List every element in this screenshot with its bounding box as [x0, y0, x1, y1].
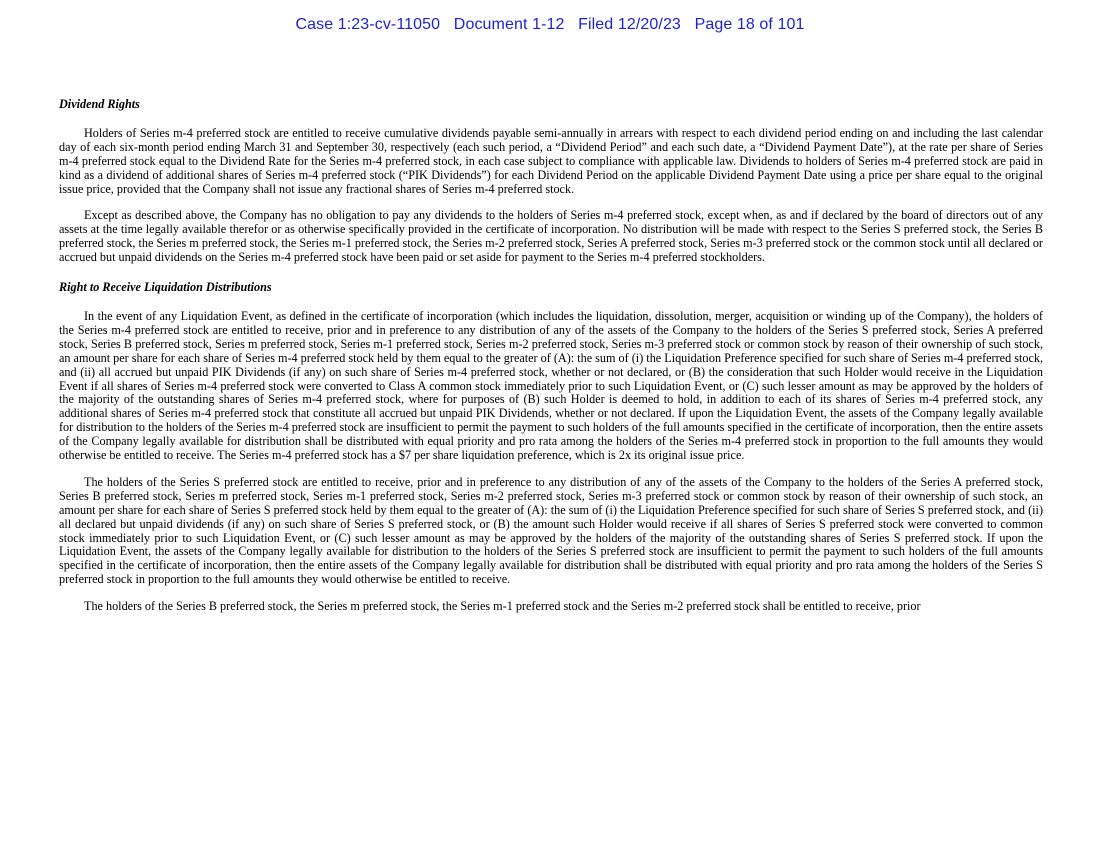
paragraph-liquidation-series-b-m: The holders of the Series B preferred stock, the Series m preferred stock, the Series m-1 preferred stock and the Series m-2 preferred stock shall be entitled to receive, prior: [84, 599, 921, 614]
paragraph-dividend-obligations: Except as described above, the Company has no obligation to pay any dividends to the holders of Series m-4 preferred stock, except when, as and if declared by the board of directors out of any assets at the time legally available therefor or as otherwise specifically provided in the certificate of incorporation. No distribution will be made with respect to the Series S preferred stock, the Series B preferred stock, the Series m preferred stock, the Series m-1 preferred stock, the Series m-2 preferred stock, Series A preferred stock, Series m-3 preferred stock or the common stock until all declared or accrued but unpaid dividends on the Series m-4 preferred stock have been paid or set aside for payment to the Series m-4 preferred stockholders.: [59, 208, 1043, 265]
case-filing-header: Case 1:23-cv-11050 Document 1-12 Filed 12/20/23 Page 18 of 101: [295, 16, 805, 33]
paragraph-liquidation-series-s: The holders of the Series S preferred stock are entitled to receive, prior and in preference to any distribution of any of the assets of the Company to the holders of the Series A preferred stock, Series B preferred stock, Series m preferred stock, Series m-1 preferred stock, Series m-2 preferred stock, Series m-3 preferred stock or common stock by reason of their ownership of such stock, an amount per share for each share of Series S preferred stock held by them equal to the greater of (A): the sum of (i) the Liquidation Preference specified for such share of Series S preferred stock, and (ii) all declared but unpaid dividends (if any) on such share of Series S preferred stock, or (B) the amount such Holder would receive if all shares of Series S preferred stock were converted to common stock immediately prior to such Liquidation Event, or (C) such lesser amount as may be approved by the holders of the majority of the outstanding shares of Series S preferred stock. If upon the Liquidation Event, the assets of the Company legally available for distribution to the holders of the Series S preferred stock are insufficient to permit the payment to such holders of the full amounts specified in the certificate of incorporation, then the entire assets of the Company legally available for distribution shall be distributed with equal priority and pro rata among the holders of the Series S preferred stock in proportion to the full amounts they would otherwise be entitled to receive.: [59, 474, 1043, 587]
section-heading-liquidation: Right to Receive Liquidation Distributions: [59, 280, 272, 295]
paragraph-dividend-terms: Holders of Series m-4 preferred stock are entitled to receive cumulative dividends payable semi-annually in arrears with respect to each dividend period ending on and including the last calendar day of each six-month period ending March 31 and September 30, respectively (each such period, a “Dividend Period” and each such date, a “Dividend Payment Date”), at the rate per share of Series m-4 preferred stock equal to the Dividend Rate for the Series m-4 preferred stock, in each case subject to compliance with applicable law. Dividends to holders of Series m-4 preferred stock are paid in kind as a dividend of additional shares of Series m-4 preferred stock (“PIK Dividends”) for each Dividend Period on the applicable Dividend Payment Date using a price per share equal to the original issue price, provided that the Company shall not issue any fractional shares of Series m-4 preferred stock.: [59, 125, 1043, 196]
section-heading-dividend-rights: Dividend Rights: [59, 97, 140, 111]
paragraph-liquidation-series-m4: In the event of any Liquidation Event, as defined in the certificate of incorporation (which includes the liquidation, dissolution, merger, acquisition or winding up of the Company), the holders of the Series m-4 preferred stock are entitled to receive, prior and in preference to any distribution of any of the assets of the Company to the holders of the Series S preferred stock, Series A preferred stock, Series B preferred stock, Series m preferred stock, Series m-1 preferred stock, Series m-2 preferred stock, Series m-3 preferred stock or common stock by reason of their ownership of such stock, an amount per share for each share of Series m-4 preferred stock held by them equal to the greater of (A): the sum of (i) the Liquidation Preference specified for such share of Series m-4 preferred stock, and (ii) all accrued but unpaid PIK Dividends (if any) on such share of Series m-4 preferred stock, whether or not declared, or (B) the consideration that such Holder would receive in the Liquidation Event if all shares of Series m-4 preferred stock were converted to Class A common stock immediately prior to such Liquidation Event, or (C) such lesser amount as may be approved by the holders of the majority of the outstanding shares of Series m-4 preferred stock, where for purposes of (B) such Holder is deemed to hold, in addition to each of its shares of Series m-4 preferred stock, any additional shares of Series m-4 preferred stock that constitute all accrued but unpaid PIK Dividends, whether or not declared. If upon the Liquidation Event, the assets of the Company legally available for distribution to the holders of the Series m-4 preferred stock are insufficient to permit the payment to such holders of the full amounts specified in the certificate of incorporation, then the entire assets of the Company legally available for distribution shall be distributed with equal priority and pro rata among the holders of the Series m-4 preferred stock in proportion to the full amounts they would otherwise be entitled to receive. The Series m-4 preferred stock has a $7 per share liquidation preference, which is 2x its original issue price.: [59, 308, 1043, 463]
document-body: [59, 98, 1043, 627]
